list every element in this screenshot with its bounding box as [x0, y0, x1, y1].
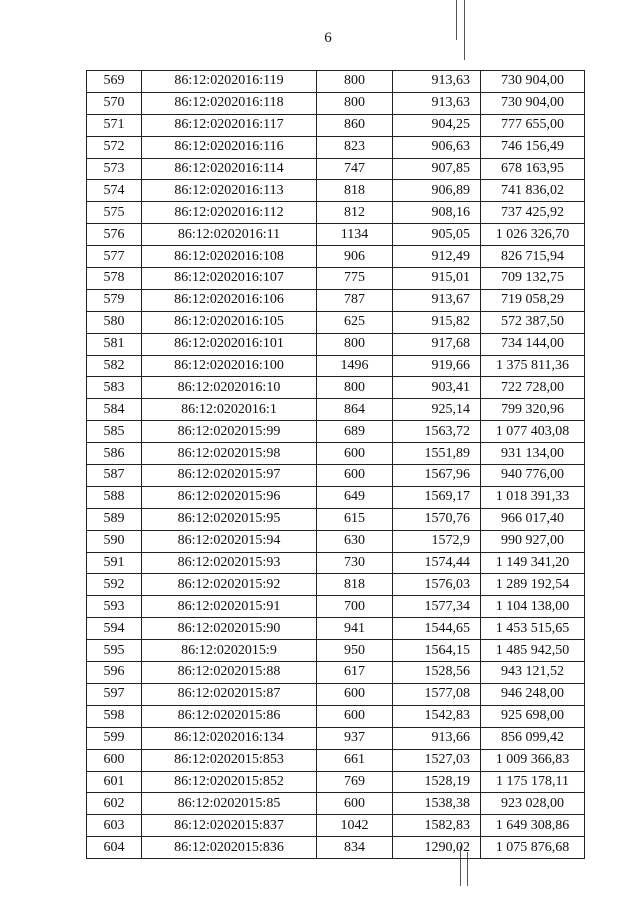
- table-row: [87, 486, 585, 508]
- row-number-cell: 603: [87, 815, 142, 837]
- row-number-cell: 584: [87, 399, 142, 421]
- area-cell: 860: [317, 114, 393, 136]
- unit-price-cell: 1538,38: [393, 793, 481, 815]
- cadastral-value-cell: 799 320,96: [481, 399, 585, 421]
- unit-price-cell: 913,67: [393, 289, 481, 311]
- cadastral-value-cell: 1 009 366,83: [481, 749, 585, 771]
- unit-price-cell: 1564,15: [393, 640, 481, 662]
- unit-price-cell: 906,63: [393, 136, 481, 158]
- cadastral-number-cell: 86:12:0202016:134: [142, 727, 317, 749]
- row-number-cell: 588: [87, 486, 142, 508]
- area-cell: 800: [317, 92, 393, 114]
- cadastral-number-cell: 86:12:0202015:95: [142, 508, 317, 530]
- table-row: [87, 618, 585, 640]
- unit-price-cell: 1563,72: [393, 421, 481, 443]
- area-cell: 600: [317, 443, 393, 465]
- unit-price-cell: 915,01: [393, 268, 481, 290]
- table-row: [87, 92, 585, 114]
- unit-price-cell: 925,14: [393, 399, 481, 421]
- cadastral-number-cell: 86:12:0202015:837: [142, 815, 317, 837]
- unit-price-cell: 1572,9: [393, 530, 481, 552]
- table-row: [87, 202, 585, 224]
- unit-price-cell: 1290,02: [393, 837, 481, 859]
- cadastral-value-cell: 719 058,29: [481, 289, 585, 311]
- cadastral-number-cell: 86:12:0202016:100: [142, 355, 317, 377]
- unit-price-cell: 908,16: [393, 202, 481, 224]
- table-row: [87, 333, 585, 355]
- table-row: [87, 289, 585, 311]
- row-number-cell: 578: [87, 268, 142, 290]
- area-cell: 649: [317, 486, 393, 508]
- cadastral-number-cell: 86:12:0202016:106: [142, 289, 317, 311]
- table-row: [87, 114, 585, 136]
- cadastral-number-cell: 86:12:0202015:86: [142, 705, 317, 727]
- table-row: [87, 596, 585, 618]
- cadastral-number-cell: 86:12:0202015:85: [142, 793, 317, 815]
- area-cell: 615: [317, 508, 393, 530]
- unit-price-cell: 1544,65: [393, 618, 481, 640]
- table-row: [87, 530, 585, 552]
- table-row: [87, 705, 585, 727]
- table-row: [87, 377, 585, 399]
- table-row: [87, 662, 585, 684]
- unit-price-cell: 915,82: [393, 311, 481, 333]
- area-cell: 747: [317, 158, 393, 180]
- row-number-cell: 582: [87, 355, 142, 377]
- unit-price-cell: 1577,08: [393, 683, 481, 705]
- table-body: [87, 71, 585, 859]
- cadastral-number-cell: 86:12:0202015:91: [142, 596, 317, 618]
- cadastral-value-cell: 572 387,50: [481, 311, 585, 333]
- cadastral-number-cell: 86:12:0202015:88: [142, 662, 317, 684]
- unit-price-cell: 1570,76: [393, 508, 481, 530]
- cadastral-number-cell: 86:12:0202016:119: [142, 71, 317, 93]
- cadastral-number-cell: 86:12:0202015:90: [142, 618, 317, 640]
- row-number-cell: 569: [87, 71, 142, 93]
- unit-price-cell: 1527,03: [393, 749, 481, 771]
- unit-price-cell: 1582,83: [393, 815, 481, 837]
- page-number: 6: [324, 30, 332, 46]
- cadastral-value-cell: 1 149 341,20: [481, 552, 585, 574]
- cadastral-number-cell: 86:12:0202016:101: [142, 333, 317, 355]
- row-number-cell: 595: [87, 640, 142, 662]
- area-cell: 941: [317, 618, 393, 640]
- table-row: [87, 749, 585, 771]
- area-cell: 864: [317, 399, 393, 421]
- unit-price-cell: 1528,56: [393, 662, 481, 684]
- cadastral-value-cell: 1 077 403,08: [481, 421, 585, 443]
- row-number-cell: 577: [87, 246, 142, 268]
- area-cell: 661: [317, 749, 393, 771]
- area-cell: 625: [317, 311, 393, 333]
- unit-price-cell: 1542,83: [393, 705, 481, 727]
- area-cell: 600: [317, 705, 393, 727]
- row-number-cell: 580: [87, 311, 142, 333]
- cadastral-number-cell: 86:12:0202015:96: [142, 486, 317, 508]
- unit-price-cell: 917,68: [393, 333, 481, 355]
- row-number-cell: 579: [87, 289, 142, 311]
- area-cell: 769: [317, 771, 393, 793]
- unit-price-cell: 1577,34: [393, 596, 481, 618]
- row-number-cell: 576: [87, 224, 142, 246]
- table-row: [87, 683, 585, 705]
- table-row: [87, 815, 585, 837]
- table-row: [87, 443, 585, 465]
- area-cell: 1496: [317, 355, 393, 377]
- area-cell: 818: [317, 574, 393, 596]
- row-number-cell: 598: [87, 705, 142, 727]
- cadastral-value-cell: 856 099,42: [481, 727, 585, 749]
- area-cell: 950: [317, 640, 393, 662]
- table-row: [87, 355, 585, 377]
- cadastral-number-cell: 86:12:0202016:11: [142, 224, 317, 246]
- area-cell: 689: [317, 421, 393, 443]
- area-cell: 818: [317, 180, 393, 202]
- unit-price-cell: 1569,17: [393, 486, 481, 508]
- cadastral-value-cell: 737 425,92: [481, 202, 585, 224]
- table-row: [87, 246, 585, 268]
- area-cell: 812: [317, 202, 393, 224]
- unit-price-cell: 907,85: [393, 158, 481, 180]
- table-row: [87, 421, 585, 443]
- row-number-cell: 596: [87, 662, 142, 684]
- scan-artifact-line: [456, 0, 457, 40]
- row-number-cell: 572: [87, 136, 142, 158]
- row-number-cell: 573: [87, 158, 142, 180]
- row-number-cell: 571: [87, 114, 142, 136]
- area-cell: 800: [317, 71, 393, 93]
- cadastral-value-cell: 730 904,00: [481, 71, 585, 93]
- table-row: [87, 399, 585, 421]
- unit-price-cell: 912,49: [393, 246, 481, 268]
- unit-price-cell: 913,63: [393, 71, 481, 93]
- table-row: [87, 793, 585, 815]
- unit-price-cell: 919,66: [393, 355, 481, 377]
- row-number-cell: 590: [87, 530, 142, 552]
- area-cell: 617: [317, 662, 393, 684]
- table-row: [87, 465, 585, 487]
- unit-price-cell: 913,66: [393, 727, 481, 749]
- row-number-cell: 592: [87, 574, 142, 596]
- row-number-cell: 594: [87, 618, 142, 640]
- table-row: [87, 224, 585, 246]
- cadastral-value-cell: 709 132,75: [481, 268, 585, 290]
- table-row: [87, 552, 585, 574]
- cadastral-value-cell: 746 156,49: [481, 136, 585, 158]
- cadastral-value-cell: 1 175 178,11: [481, 771, 585, 793]
- cadastral-value-cell: 1 453 515,65: [481, 618, 585, 640]
- unit-price-cell: 913,63: [393, 92, 481, 114]
- cadastral-value-cell: 826 715,94: [481, 246, 585, 268]
- unit-price-cell: 903,41: [393, 377, 481, 399]
- row-number-cell: 593: [87, 596, 142, 618]
- cadastral-value-cell: 1 649 308,86: [481, 815, 585, 837]
- row-number-cell: 586: [87, 443, 142, 465]
- row-number-cell: 585: [87, 421, 142, 443]
- row-number-cell: 604: [87, 837, 142, 859]
- table-row: [87, 727, 585, 749]
- area-cell: 775: [317, 268, 393, 290]
- cadastral-number-cell: 86:12:0202016:114: [142, 158, 317, 180]
- area-cell: 700: [317, 596, 393, 618]
- row-number-cell: 589: [87, 508, 142, 530]
- area-cell: 834: [317, 837, 393, 859]
- table-row: [87, 771, 585, 793]
- row-number-cell: 602: [87, 793, 142, 815]
- unit-price-cell: 905,05: [393, 224, 481, 246]
- cadastral-number-cell: 86:12:0202015:836: [142, 837, 317, 859]
- cadastral-value-cell: 1 289 192,54: [481, 574, 585, 596]
- cadastral-number-cell: 86:12:0202016:112: [142, 202, 317, 224]
- area-cell: 823: [317, 136, 393, 158]
- unit-price-cell: 1551,89: [393, 443, 481, 465]
- cadastral-number-cell: 86:12:0202015:97: [142, 465, 317, 487]
- row-number-cell: 587: [87, 465, 142, 487]
- cadastral-number-cell: 86:12:0202015:98: [142, 443, 317, 465]
- cadastral-value-cell: 1 026 326,70: [481, 224, 585, 246]
- row-number-cell: 599: [87, 727, 142, 749]
- row-number-cell: 597: [87, 683, 142, 705]
- table-row: [87, 158, 585, 180]
- area-cell: 1134: [317, 224, 393, 246]
- cadastral-number-cell: 86:12:0202016:105: [142, 311, 317, 333]
- cadastral-number-cell: 86:12:0202016:107: [142, 268, 317, 290]
- row-number-cell: 600: [87, 749, 142, 771]
- cadastral-number-cell: 86:12:0202015:92: [142, 574, 317, 596]
- cadastral-value-cell: 678 163,95: [481, 158, 585, 180]
- area-cell: 1042: [317, 815, 393, 837]
- row-number-cell: 583: [87, 377, 142, 399]
- area-cell: 937: [317, 727, 393, 749]
- area-cell: 787: [317, 289, 393, 311]
- cadastral-value-cell: 1 485 942,50: [481, 640, 585, 662]
- unit-price-cell: 1567,96: [393, 465, 481, 487]
- cadastral-value-cell: 1 018 391,33: [481, 486, 585, 508]
- cadastral-value-cell: 940 776,00: [481, 465, 585, 487]
- cadastral-number-cell: 86:12:0202016:108: [142, 246, 317, 268]
- unit-price-cell: 904,25: [393, 114, 481, 136]
- cadastral-number-cell: 86:12:0202016:1: [142, 399, 317, 421]
- cadastral-number-cell: 86:12:0202015:852: [142, 771, 317, 793]
- cadastral-number-cell: 86:12:0202015:9: [142, 640, 317, 662]
- cadastral-value-cell: 923 028,00: [481, 793, 585, 815]
- row-number-cell: 581: [87, 333, 142, 355]
- cadastral-number-cell: 86:12:0202016:117: [142, 114, 317, 136]
- cadastral-number-cell: 86:12:0202015:853: [142, 749, 317, 771]
- table-row: [87, 640, 585, 662]
- cadastral-value-cell: 730 904,00: [481, 92, 585, 114]
- cadastral-value-cell: 722 728,00: [481, 377, 585, 399]
- cadastral-number-cell: 86:12:0202015:93: [142, 552, 317, 574]
- cadastral-value-cell: 925 698,00: [481, 705, 585, 727]
- area-cell: 600: [317, 683, 393, 705]
- table-row: [87, 574, 585, 596]
- cadastral-value-cell: 1 075 876,68: [481, 837, 585, 859]
- table-row: [87, 71, 585, 93]
- row-number-cell: 575: [87, 202, 142, 224]
- cadastral-value-cell: 741 836,02: [481, 180, 585, 202]
- cadastral-number-cell: 86:12:0202016:116: [142, 136, 317, 158]
- cadastral-value-cell: 777 655,00: [481, 114, 585, 136]
- area-cell: 800: [317, 333, 393, 355]
- cadastral-value-cell: 966 017,40: [481, 508, 585, 530]
- table-row: [87, 311, 585, 333]
- unit-price-cell: 1528,19: [393, 771, 481, 793]
- land-plot-table: [86, 70, 585, 859]
- row-number-cell: 591: [87, 552, 142, 574]
- area-cell: 600: [317, 793, 393, 815]
- area-cell: 730: [317, 552, 393, 574]
- cadastral-value-cell: 943 121,52: [481, 662, 585, 684]
- cadastral-number-cell: 86:12:0202016:118: [142, 92, 317, 114]
- row-number-cell: 570: [87, 92, 142, 114]
- table-row: [87, 837, 585, 859]
- table-row: [87, 136, 585, 158]
- cadastral-value-cell: 1 375 811,36: [481, 355, 585, 377]
- area-cell: 600: [317, 465, 393, 487]
- area-cell: 906: [317, 246, 393, 268]
- unit-price-cell: 1576,03: [393, 574, 481, 596]
- row-number-cell: 601: [87, 771, 142, 793]
- area-cell: 630: [317, 530, 393, 552]
- row-number-cell: 574: [87, 180, 142, 202]
- cadastral-number-cell: 86:12:0202016:10: [142, 377, 317, 399]
- cadastral-number-cell: 86:12:0202015:94: [142, 530, 317, 552]
- area-cell: 800: [317, 377, 393, 399]
- cadastral-value-cell: 990 927,00: [481, 530, 585, 552]
- table-row: [87, 268, 585, 290]
- table-row: [87, 508, 585, 530]
- cadastral-number-cell: 86:12:0202015:99: [142, 421, 317, 443]
- scan-artifact-line: [464, 0, 465, 60]
- unit-price-cell: 1574,44: [393, 552, 481, 574]
- cadastral-number-cell: 86:12:0202016:113: [142, 180, 317, 202]
- table-row: [87, 180, 585, 202]
- cadastral-value-cell: 946 248,00: [481, 683, 585, 705]
- cadastral-value-cell: 734 144,00: [481, 333, 585, 355]
- cadastral-number-cell: 86:12:0202015:87: [142, 683, 317, 705]
- cadastral-value-cell: 931 134,00: [481, 443, 585, 465]
- unit-price-cell: 906,89: [393, 180, 481, 202]
- cadastral-value-cell: 1 104 138,00: [481, 596, 585, 618]
